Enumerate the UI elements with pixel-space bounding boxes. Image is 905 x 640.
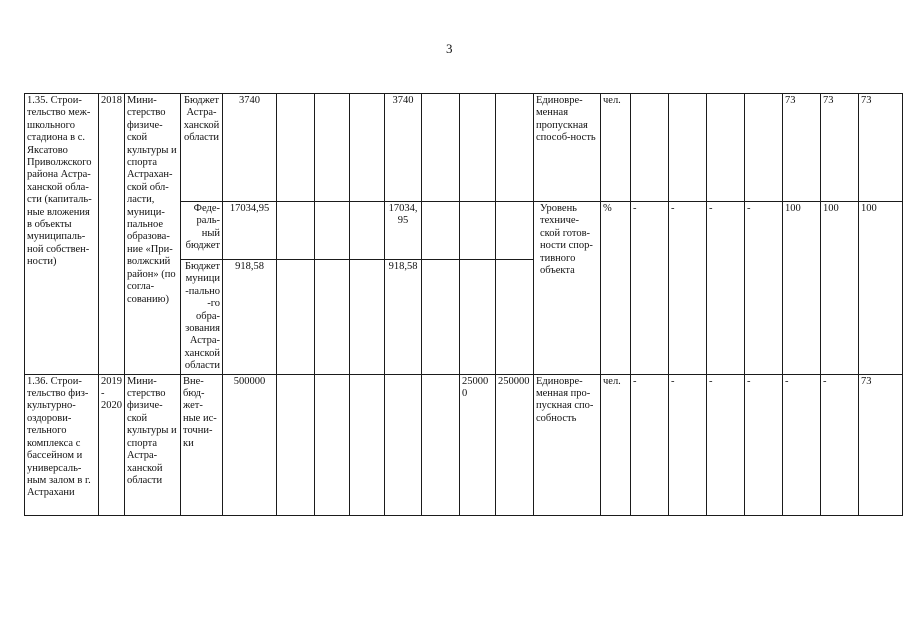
empty-cell xyxy=(496,260,534,375)
empty-cell xyxy=(460,94,496,202)
table-row xyxy=(25,374,903,515)
indicator-value-cell: - xyxy=(669,374,707,515)
indicator-value-cell: 73 xyxy=(783,94,821,202)
empty-cell xyxy=(350,374,385,515)
executor-cell: Мини-стерство физиче-ской культуры и спорта Астрахан-ской обл-ласти, муници-пальное образова-ние «При-волжский район» (по согла-сованию) xyxy=(125,94,181,375)
indicator-name-cell: Уровень техниче-ской готов-ности спор-тивного объекта xyxy=(534,202,601,375)
indicator-value-cell: 100 xyxy=(783,202,821,375)
indicator-value-cell: - xyxy=(783,374,821,515)
empty-cell xyxy=(385,374,422,515)
page-number: 3 xyxy=(446,41,453,56)
empty-cell xyxy=(277,260,315,375)
indicator-name-cell: Единовре-менная пропускная способ-ность xyxy=(534,94,601,202)
empty-cell xyxy=(496,202,534,260)
empty-cell xyxy=(350,202,385,260)
funding-total-cell: 500000 xyxy=(223,374,277,515)
empty-cell xyxy=(422,202,460,260)
indicator-value-cell: - xyxy=(631,374,669,515)
empty-cell xyxy=(496,94,534,202)
program-table xyxy=(24,93,903,516)
indicator-value-cell: - xyxy=(707,202,745,375)
funding-total-cell: 918,58 xyxy=(223,260,277,375)
activity-name-cell: 1.36. Строи-тельство физ-культурно-оздорови-тельного комплекса с бассейном и универсаль-ным залом в г. Астрахани xyxy=(25,374,99,515)
funding-2018-cell: 3740 xyxy=(385,94,422,202)
indicator-value-cell: 73 xyxy=(859,374,903,515)
indicator-value-cell: - xyxy=(631,202,669,375)
indicator-value-cell: - xyxy=(745,374,783,515)
activity-name-cell: 1.35. Строи-тельство меж-школьного стадиона в с. Яксатово Приволжского района Астра-ханской обла-сти (капиталь-ные вложения в объекты муниципаль-ной собствен-ности) xyxy=(25,94,99,375)
funding-2018-cell: 17034,95 xyxy=(385,202,422,260)
empty-cell xyxy=(315,94,350,202)
empty-cell xyxy=(315,202,350,260)
empty-cell xyxy=(460,260,496,375)
indicator-value-cell xyxy=(631,94,669,202)
empty-cell xyxy=(277,94,315,202)
year-cell: 2019 - 2020 xyxy=(99,374,125,515)
indicator-value-cell xyxy=(745,94,783,202)
indicator-unit-cell: % xyxy=(601,202,631,375)
indicator-value-cell: - xyxy=(821,374,859,515)
empty-cell xyxy=(277,374,315,515)
funding-total-cell: 17034,95 xyxy=(223,202,277,260)
empty-cell xyxy=(350,94,385,202)
funding-source-cell: Бюджет Астра-ханской области xyxy=(181,94,223,202)
indicator-name-cell: Единовре-менная про-пускная спо-собность xyxy=(534,374,601,515)
funding-2018-cell: 918,58 xyxy=(385,260,422,375)
executor-cell: Мини-стерство физиче-ской культуры и спорта Астра-ханской области xyxy=(125,374,181,515)
empty-cell xyxy=(315,260,350,375)
table-row xyxy=(25,94,903,202)
funding-2020-cell: 250000 xyxy=(496,374,534,515)
empty-cell xyxy=(350,260,385,375)
empty-cell xyxy=(422,94,460,202)
empty-cell xyxy=(422,374,460,515)
year-cell: 2018 xyxy=(99,94,125,375)
funding-source-cell: Бюджет муници-пально-го обра-зования Астра-ханской области xyxy=(181,260,223,375)
indicator-value-cell: - xyxy=(745,202,783,375)
indicator-value-cell: 73 xyxy=(859,94,903,202)
indicator-unit-cell: чел. xyxy=(601,94,631,202)
empty-cell xyxy=(277,202,315,260)
indicator-value-cell: 100 xyxy=(821,202,859,375)
funding-2019-cell: 250000 xyxy=(460,374,496,515)
empty-cell xyxy=(422,260,460,375)
empty-cell xyxy=(315,374,350,515)
indicator-value-cell: 100 xyxy=(859,202,903,375)
indicator-value-cell: - xyxy=(707,374,745,515)
empty-cell xyxy=(460,202,496,260)
indicator-value-cell: 73 xyxy=(821,94,859,202)
indicator-value-cell xyxy=(707,94,745,202)
funding-source-cell: Вне-бюд-жет-ные ис-точни-ки xyxy=(181,374,223,515)
funding-total-cell: 3740 xyxy=(223,94,277,202)
funding-source-cell: Феде-раль-ный бюджет xyxy=(181,202,223,260)
indicator-unit-cell: чел. xyxy=(601,374,631,515)
indicator-value-cell xyxy=(669,94,707,202)
indicator-value-cell: - xyxy=(669,202,707,375)
